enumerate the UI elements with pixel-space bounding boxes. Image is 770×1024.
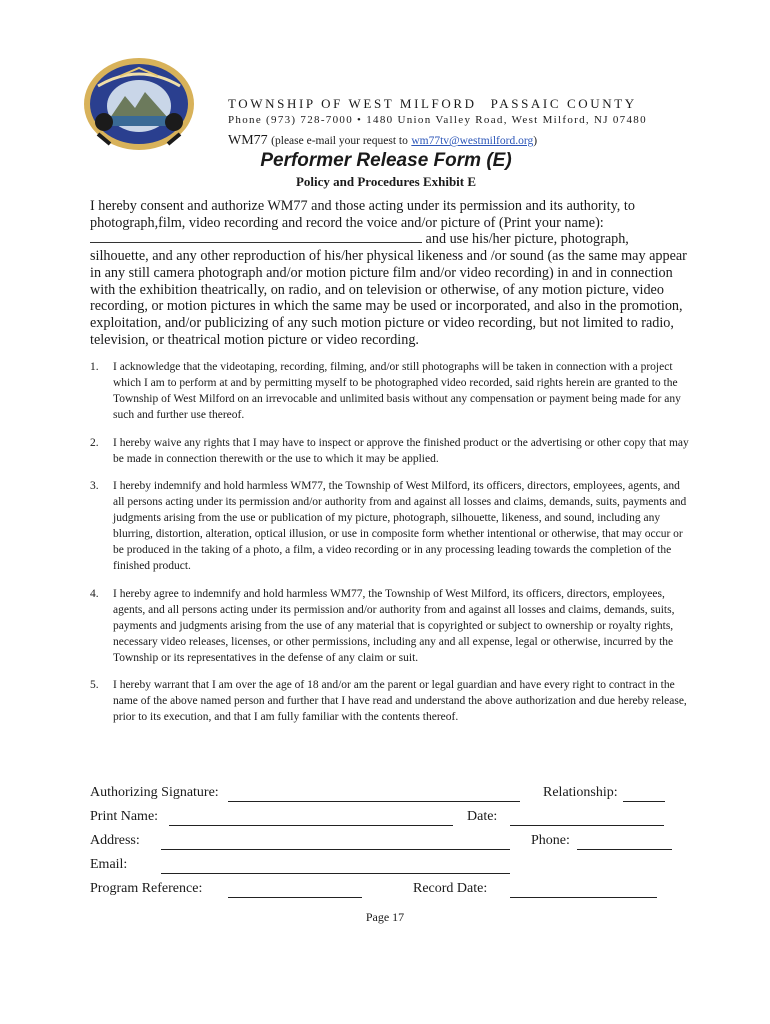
signature-line[interactable]: [228, 801, 520, 802]
station-line: [228, 133, 537, 149]
address-line[interactable]: [161, 849, 510, 850]
org-header: [228, 96, 637, 112]
date-label: Date:: [467, 809, 498, 824]
org-name: TOWNSHIP OF WEST MILFORD: [228, 96, 477, 111]
email-label: Email:: [90, 857, 128, 872]
consent-text-1: I hereby consent and authorize WM77 and those acting under its permission and its authority, to photograph,film, video recording and record the voice and/or picture of (Print your name):: [90, 198, 635, 231]
term-text: I acknowledge that the videotaping, recording, filming, and/or still photographs will be taken in connection with a project which I am to perform at and by permitting myself to be photographed video recorded, said rights herein are granted to the Township of West Milford on an irrevocable and unlimited basis without any compensation or payment being made for any such and further use thereof.: [113, 361, 681, 421]
name-blank-line[interactable]: [90, 231, 422, 243]
contact-info: Phone (973) 728-7000 • 1480 Union Valley Road, West Milford, NJ 07480: [228, 114, 647, 126]
term-item: [90, 479, 690, 574]
print-name-line[interactable]: [169, 825, 453, 826]
program-reference-label: Program Reference:: [90, 881, 203, 896]
term-number: 2.: [90, 436, 99, 449]
consent-text-2: and use his/her picture, photograph, silhouette, and any other reproduction of his/her physical likeness and /or sound (as the same may appear in any still camera photograph and/or motion picture film and/or video recording) in and in connection with the exhibition theatrically, on radio, and on television or otherwise, of any motion picture, video recording, or motion pictures in which the same may be used or incorporated, and also in the promotion, exploitation, and/or publicizing of any such motion picture or video recording, but not limited to radio, television, or theatrical motion picture or video recording.: [90, 231, 687, 348]
signature-label: Authorizing Signature:: [90, 785, 219, 800]
email-line[interactable]: [161, 873, 510, 874]
record-date-label: Record Date:: [413, 881, 488, 896]
term-number: 1.: [90, 361, 99, 373]
term-text: I hereby waive any rights that I may have to inspect or approve the finished product or the advertising or other copy that may be made in connection therewith or the use to which it may be applied.: [113, 436, 689, 465]
term-text: I hereby agree to indemnify and hold harmless WM77, the Township of West Milford, its officers, directors, employees, agents, and all persons acting under its permission and/or authority from and against all losses and claims, demands, suits, payments and judgments arising from the use of any material that is copyrighted or subject to ownership or royalty rights, necessary video releases, licenses, or other permissions, including any and all expense, legal or otherwise, incurred by the Township or its representatives in the defense of any claim or suit.: [113, 587, 675, 664]
term-number: 4.: [90, 587, 99, 600]
term-item: [90, 360, 690, 424]
term-number: 3.: [90, 480, 99, 493]
term-item: [90, 436, 690, 468]
form-subtitle: Policy and Procedures Exhibit E: [295, 174, 477, 189]
address-label: Address:: [90, 833, 140, 848]
county-name: PASSAIC COUNTY: [490, 96, 637, 111]
email-link[interactable]: wm77tv@westmilford.org: [411, 135, 534, 147]
term-number: 5.: [90, 679, 99, 692]
terms-list: [90, 360, 690, 738]
page-number: Page 17: [365, 910, 405, 924]
term-text: I hereby indemnify and hold harmless WM77, the Township of West Milford, its officers, directors, employees, agents, and all persons acting under its permission and/or authority from and against all losses and claims, demands, suits, payments and judgments arising from the use or publication of my picture, photograph, silhouette, likeness, and sound, including any blurring, distortion, alteration, optical illusion, or use in composite form whether intentional or otherwise, that may occur or be produced in the taking of a photo, a film, a video recording or in any processing leading towards the completion of the finished product.: [113, 480, 687, 572]
relationship-label: Relationship:: [543, 785, 618, 800]
form-title: Performer Release Form (E): [260, 150, 512, 171]
term-text: I hereby warrant that I am over the age of 18 and/or am the parent or legal guardian and have every right to contract in the name of the above named person and further that I have read and understand the above authorization and due hereby release, prior to its execution, and that I am fully familiar with the contents thereof.: [113, 679, 687, 724]
program-reference-line[interactable]: [228, 897, 362, 898]
station-name: WM77: [228, 133, 268, 148]
relationship-line[interactable]: [623, 801, 665, 802]
term-item: [90, 678, 690, 726]
email-note-close: ): [533, 135, 538, 147]
phone-line[interactable]: [577, 849, 672, 850]
record-date-line[interactable]: [510, 897, 657, 898]
email-note: (please e-mail your request to: [271, 135, 408, 147]
print-name-label: Print Name:: [90, 809, 159, 824]
date-line[interactable]: [510, 825, 664, 826]
consent-paragraph: [90, 198, 690, 348]
term-item: [90, 587, 690, 667]
township-seal-icon: [80, 56, 198, 152]
phone-label: Phone:: [531, 833, 570, 848]
